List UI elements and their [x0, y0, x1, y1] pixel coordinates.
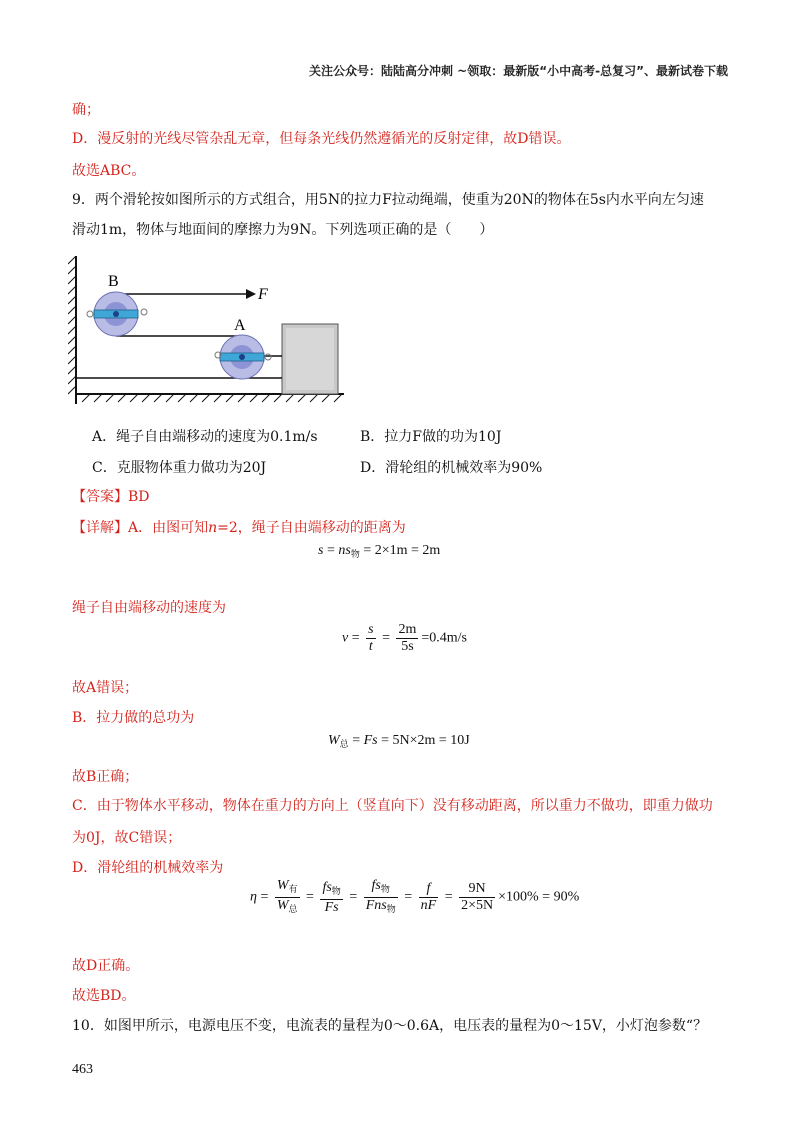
- formula-efficiency: η = $\frac{W_有}{W_总}$ = $\frac{fs_物}{Fs}$ = $\frac{fs_物}{Fns_物}$ = $\frac{f}{nF}$ = $\frac{9N}{2\times 5N}$ ×100% = 90%: [250, 878, 580, 915]
- conclusion-a: 故A错误；: [72, 680, 139, 696]
- d-label: D．滑轮组的机械效率为: [72, 860, 224, 876]
- question-9-line-1: 9．两个滑轮按如图所示的方式组合，用5N的拉力F拉动绳端，使重为20N的物体在5s内水平向左匀速: [72, 192, 704, 208]
- pulley-figure: [68, 256, 348, 408]
- detail-intro: 【详解】A．由图可知n=2，绳子自由端移动的距离为: [72, 520, 406, 536]
- label-f: F: [258, 286, 268, 303]
- pulley-a: [215, 335, 271, 379]
- page-header: 关注公众号：陆陆高分冲刺 ~领取：最新版“小中高考-总复习”、最新试卷下载: [309, 64, 728, 78]
- option-a: A．绳子自由端移动的速度为0.1m/s: [92, 429, 318, 445]
- option-d: D．滑轮组的机械效率为90%: [360, 460, 543, 476]
- b-label: B．拉力做的总功为: [72, 710, 195, 726]
- label-b: B: [108, 273, 119, 290]
- text-line: 确；: [72, 102, 100, 118]
- pulley-b: [87, 292, 147, 336]
- option-c: C．克服物体重力做功为20J: [92, 460, 267, 476]
- page-number: 463: [72, 1062, 93, 1077]
- text-line: D．漫反射的光线尽管杂乱无章，但每条光线仍然遵循光的反射定律，故D错误。: [72, 131, 571, 147]
- speed-label: 绳子自由端移动的速度为: [72, 600, 226, 616]
- question-10: 10．如图甲所示，电源电压不变，电流表的量程为0～0.6A，电压表的量程为0～15V，小灯泡参数“？: [72, 1018, 708, 1034]
- formula-work: $W_总 = Fs = 5N\times 2m = 10J$: [328, 733, 470, 749]
- formula-speed: v = $\frac{s}{t}$ = $\frac{2m}{5s}$ =0.4m/s: [342, 622, 467, 654]
- label-a: A: [234, 317, 246, 334]
- question-9-line-2: 滑动1m，物体与地面间的摩擦力为9N。下列选项正确的是（ ）: [72, 222, 494, 238]
- formula-distance: $s = ns_物 = 2\times 1m = 2m$: [318, 543, 441, 559]
- answer: 【答案】BD: [72, 489, 150, 505]
- option-b: B．拉力F做的功为10J: [360, 429, 502, 445]
- final-answer: 故选BD。: [72, 988, 136, 1004]
- conclusion-b: 故B正确；: [72, 769, 139, 785]
- c-line-1: C．由于物体水平移动，物体在重力的方向上（竖直向下）没有移动距离，所以重力不做功，即重力做功: [72, 798, 713, 814]
- text-line: 故选ABC。: [72, 163, 146, 179]
- c-line-2: 为0J，故C错误；: [72, 830, 182, 846]
- conclusion-d: 故D正确。: [72, 958, 140, 974]
